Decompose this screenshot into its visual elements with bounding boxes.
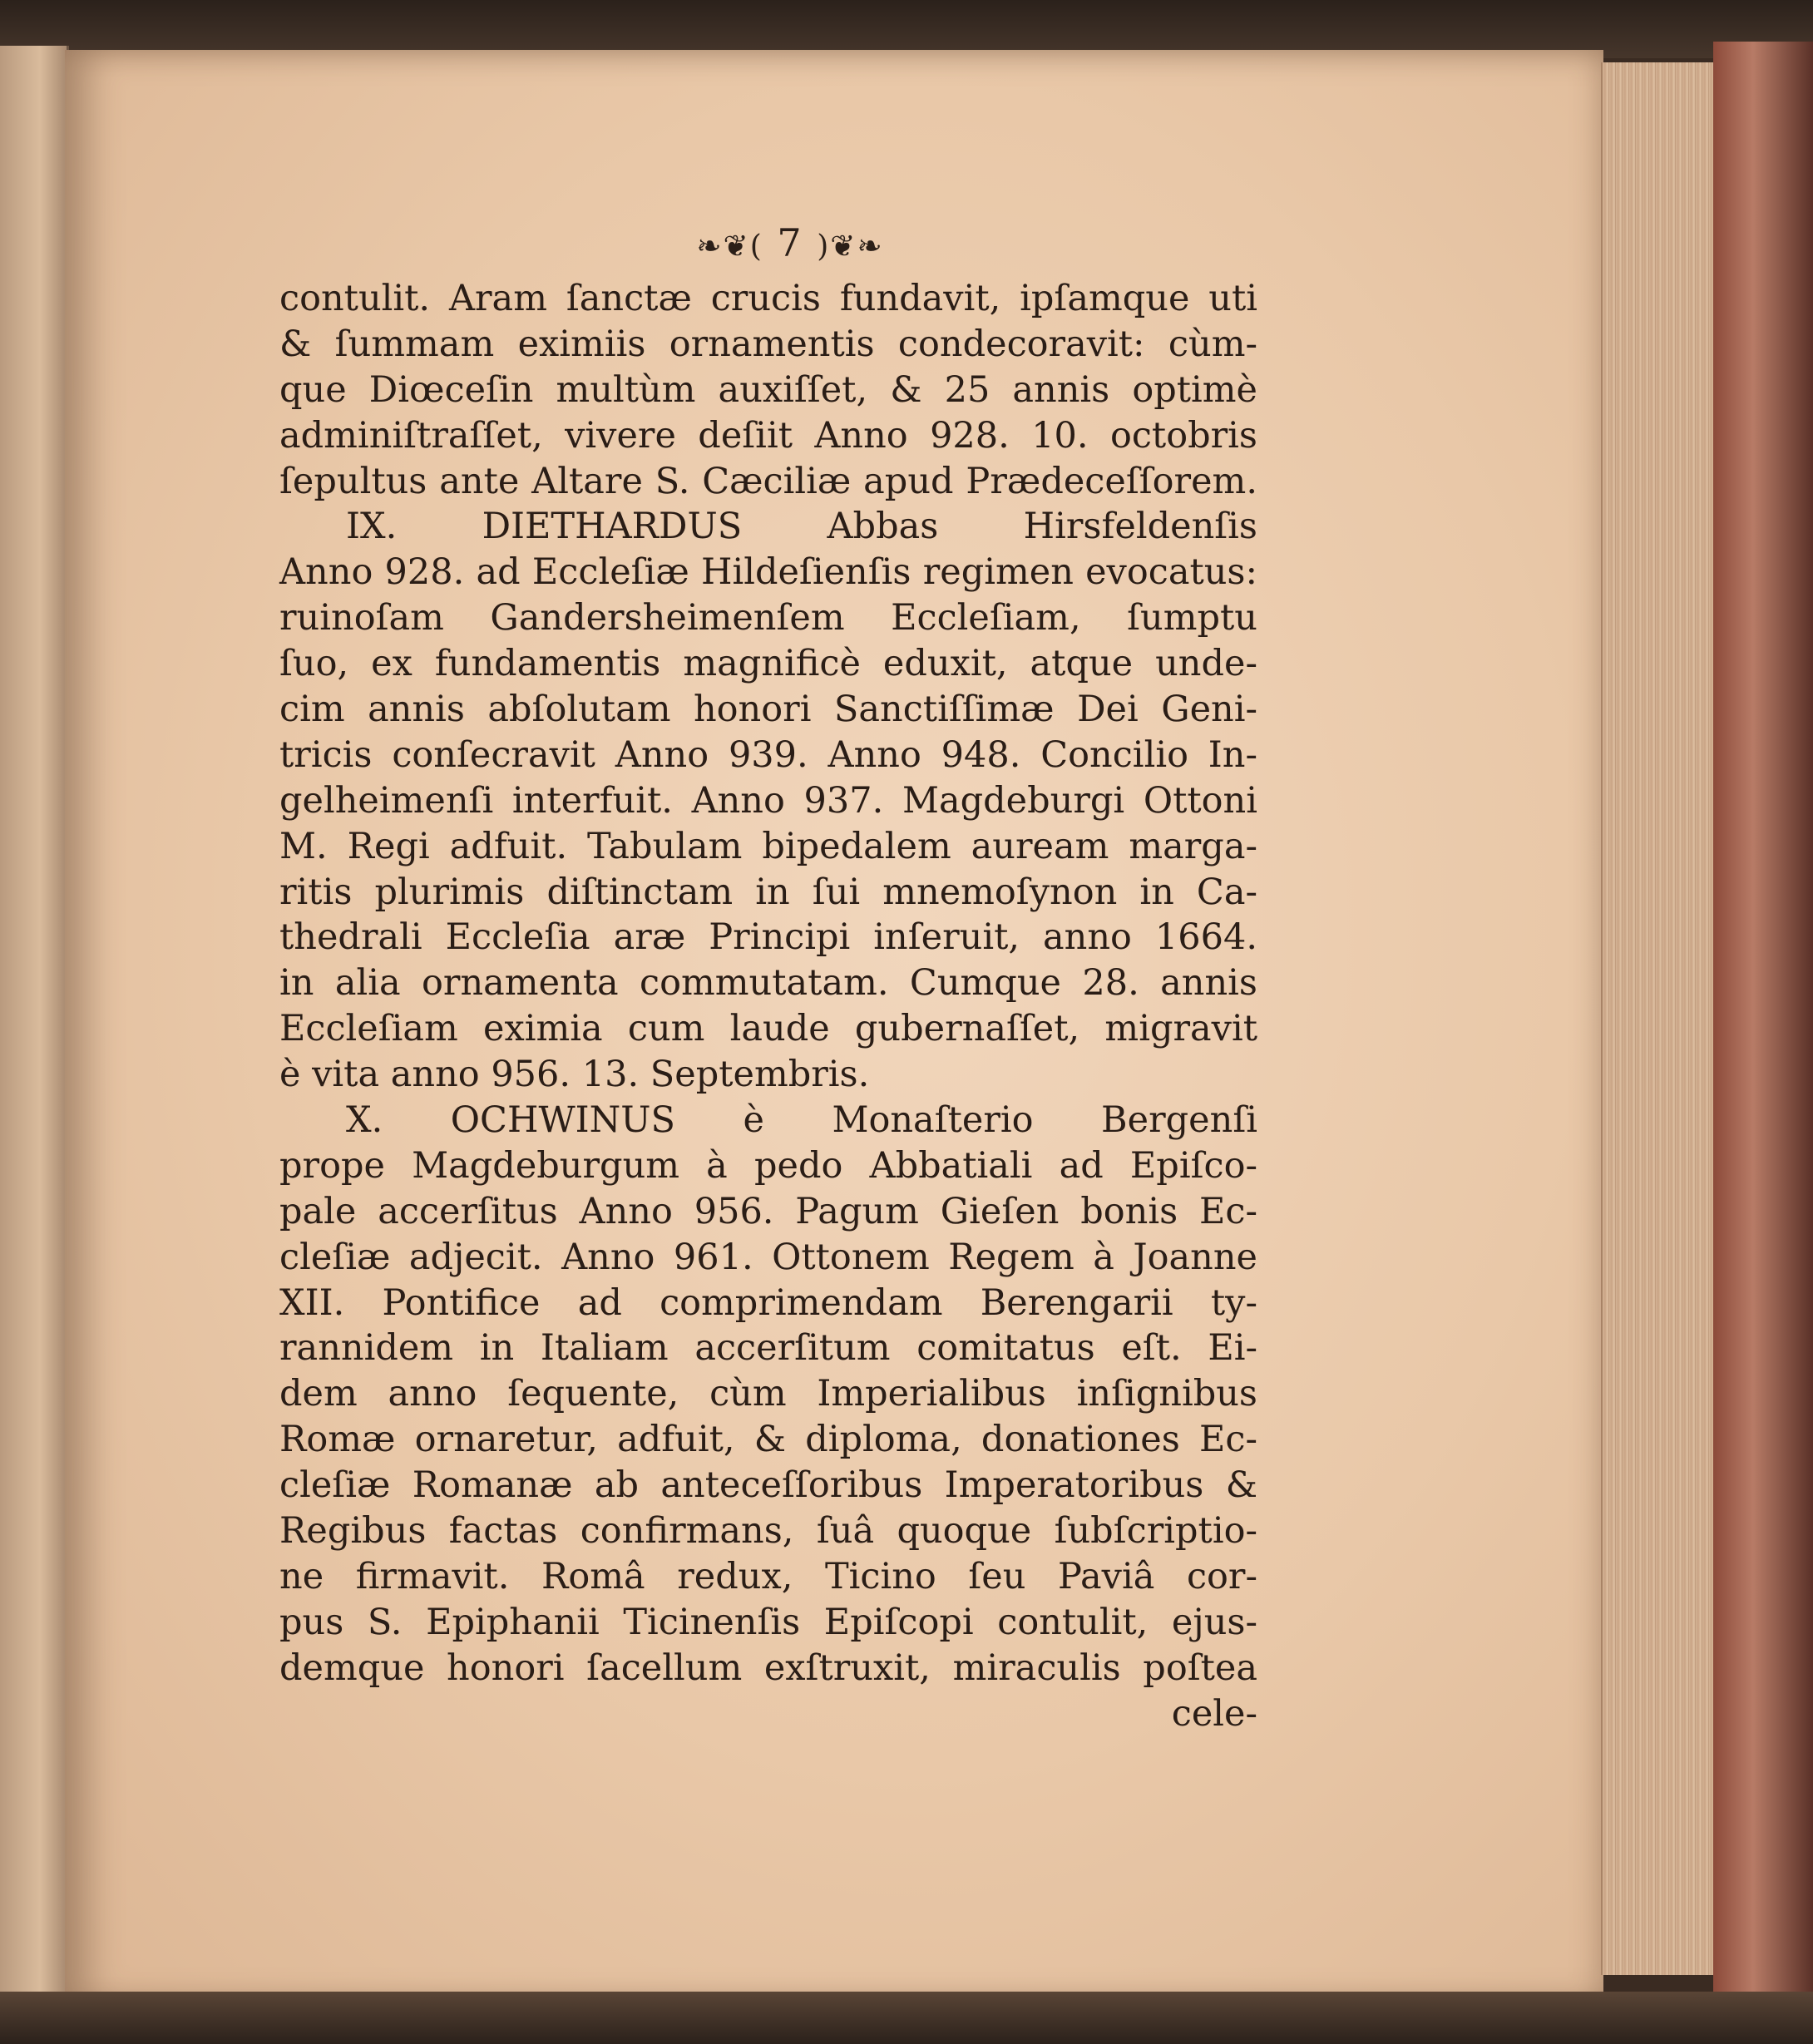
- text-line: pus S. Epiphanii Ticinenſis Epiſcopi contulit, ejus-: [279, 1601, 1257, 1643]
- book-bottom-edge: [0, 1992, 1813, 2044]
- text-line: pale accerſitus Anno 956. Pagum Gieſen bonis Ec-: [279, 1190, 1257, 1232]
- body-text: [279, 276, 1257, 1737]
- text-line: tricis conſecravit Anno 939. Anno 948. Concilio In-: [279, 733, 1257, 776]
- text-line: rannidem in Italiam accerſitum comitatus eſt. Ei-: [279, 1327, 1257, 1370]
- book-cover-edge: [1713, 42, 1813, 2004]
- text-line: è vita anno 956. 13. Septembris.: [279, 1054, 870, 1096]
- text-line: Regibus factas confirmans, ſuâ quoque ſubſcriptio-: [279, 1510, 1257, 1553]
- text-line: ne firmavit. Româ redux, Ticino ſeu Paviâ cor-: [279, 1555, 1257, 1597]
- text-line: & ſummam eximiis ornamentis condecoravit: cùm-: [279, 323, 1257, 365]
- text-line: contulit. Aram ſanctæ crucis fundavit, ipſamque uti: [279, 278, 1257, 319]
- text-line: ſuo, ex fundamentis magnificè eduxit, atque unde-: [279, 643, 1257, 685]
- text-line: Romæ ornaretur, adfuit, & diploma, donationes Ec-: [279, 1419, 1257, 1461]
- text-line: ſepultus ante Altare S. Cæciliæ apud Prædeceſſorem.: [279, 460, 1257, 502]
- text-line: M. Regi adfuit. Tabulam bipedalem auream marga-: [279, 825, 1257, 867]
- text-line: X. OCHWINUS è Monaſterio Bergenſi: [346, 1099, 1257, 1142]
- text-line: gelheimenſi interfuit. Anno 937. Magdeburgi Ottoni: [279, 779, 1257, 822]
- page-fore-edge: [1601, 62, 1719, 1975]
- text-line: cleſiæ Romanæ ab anteceſſoribus Imperatoribus &: [279, 1464, 1257, 1507]
- page-number: 7: [777, 220, 803, 265]
- text-line: ruinoſam Gandersheimenſem Eccleſiam, ſumptu: [279, 597, 1257, 639]
- header-left-ornament: ❧❦(: [696, 229, 763, 264]
- text-line: cele-: [1171, 1692, 1257, 1735]
- text-line: ritis plurimis diſtinctam in ſui mnemoſynon in Ca-: [279, 871, 1257, 913]
- page-header: [640, 220, 940, 265]
- text-line: Anno 928. ad Eccleſiæ Hildeſienſis regimen evocatus:: [279, 551, 1257, 594]
- header-right-ornament: )❦❧: [817, 229, 884, 264]
- left-page-fragment: [0, 46, 69, 1996]
- text-line: in alia ornamenta commutatam. Cumque 28. annis: [279, 962, 1257, 1005]
- text-line: cleſiæ adjecit. Anno 961. Ottonem Regem à Joanne: [279, 1236, 1257, 1278]
- text-line: adminiſtraſſet, vivere deſiit Anno 928. 10. octobris: [279, 414, 1257, 457]
- text-line: que Diœceſin multùm auxiſſet, & 25 annis optimè: [279, 368, 1257, 411]
- text-line: Eccleſiam eximia cum laude gubernaſſet, migravit: [279, 1008, 1257, 1050]
- text-line: dem anno ſequente, cùm Imperialibus inſignibus: [279, 1373, 1257, 1415]
- text-line: IX. DIETHARDUS Abbas Hirsfeldenſis: [346, 506, 1257, 548]
- text-line: cim annis abſolutam honori Sanctiſſimæ Dei Geni-: [279, 689, 1257, 731]
- text-line: demque honori ſacellum exſtruxit, miraculis poſtea: [279, 1647, 1257, 1689]
- text-line: prope Magdeburgum à pedo Abbatiali ad Epiſco-: [279, 1144, 1257, 1187]
- text-line: XII. Pontifice ad comprimendam Berengarii ty-: [279, 1281, 1257, 1324]
- text-line: thedrali Eccleſia aræ Principi inſeruit, anno 1664.: [279, 916, 1257, 959]
